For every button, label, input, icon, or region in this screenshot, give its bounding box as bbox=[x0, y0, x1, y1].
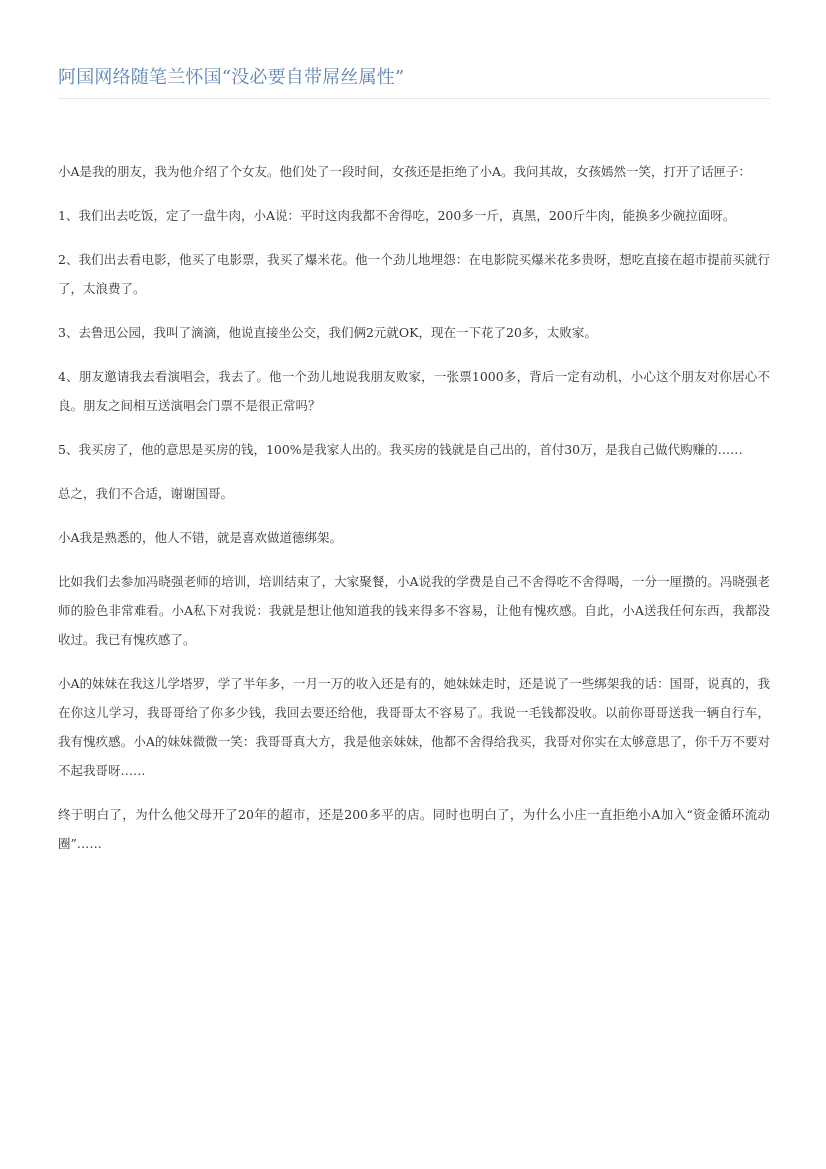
paragraph-comment: 小A我是熟悉的，他人不错，就是喜欢做道德绑架。 bbox=[58, 530, 343, 545]
title-divider bbox=[58, 98, 770, 99]
paragraph-item-4: 4、朋友邀请我去看演唱会，我去了。他一个劲儿地说我朋友败家，一张票1000多，背后一定有动机，小心这个朋友对你居心不良。朋友之间相互送演唱会门票不是很正常吗？ bbox=[58, 369, 770, 413]
paragraph-item-2: 2、我们出去看电影，他买了电影票，我买了爆米花。他一个劲儿地埋怨：在电影院买爆米花多贵呀，想吃直接在超市提前买就行了，太浪费了。 bbox=[58, 252, 770, 296]
paragraph-item-3: 3、去鲁迅公园，我叫了滴滴，他说直接坐公交，我们俩2元就OK，现在一下花了20多，太败家。 bbox=[58, 325, 597, 340]
paragraph-example-sister: 小A的妹妹在我这儿学塔罗，学了半年多，一月一万的收入还是有的，她妹妹走时，还是说了一些绑架我的话：国哥，说真的，我在你这儿学习，我哥哥给了你多少钱，我回去要还给他，我哥哥太不容易了。我说一毛钱都没收。以前你哥哥送我一辆自行车，我有愧疚感。小A的妹妹微微一笑：我哥哥真大方，我是他亲妹妹，他都不舍得给我买，我哥对你实在太够意思了，你千万不要对不起我哥呀…… bbox=[58, 676, 770, 778]
paragraph-item-1: 1、我们出去吃饭，定了一盘牛肉，小A说：平时这肉我都不舍得吃，200多一斤，真黑，200斤牛肉，能换多少碗拉面呀。 bbox=[58, 208, 736, 223]
paragraph-conclusion: 终于明白了，为什么他父母开了20年的超市，还是200多平的店。同时也明白了，为什么小庄一直拒绝小A加入“资金循环流动圈”…… bbox=[58, 807, 770, 851]
paragraph-intro: 小A是我的朋友，我为他介绍了个女友。他们处了一段时间，女孩还是拒绝了小A。我问其故，女孩嫣然一笑，打开了话匣子： bbox=[58, 164, 752, 179]
paragraph-item-5: 5、我买房了，他的意思是买房的钱，100%是我家人出的。我买房的钱就是自己出的，首付30万，是我自己做代购赚的…… bbox=[58, 442, 743, 457]
page-title: 阿国网络随笔兰怀国“没必要自带屌丝属性” bbox=[58, 67, 405, 88]
article-body bbox=[58, 157, 770, 858]
document-page bbox=[58, 0, 770, 873]
paragraph-example-training: 比如我们去参加冯晓强老师的培训，培训结束了，大家聚餐，小A说我的学费是自己不舍得吃不舍得喝，一分一厘攒的。冯晓强老师的脸色非常难看。小A私下对我说：我就是想让他知道我的钱来得多不容易，让他有愧疚感。自此，小A送我任何东西，我都没收过。我已有愧疚感了。 bbox=[58, 574, 770, 647]
paragraph-summary: 总之，我们不合适，谢谢国哥。 bbox=[58, 486, 234, 501]
